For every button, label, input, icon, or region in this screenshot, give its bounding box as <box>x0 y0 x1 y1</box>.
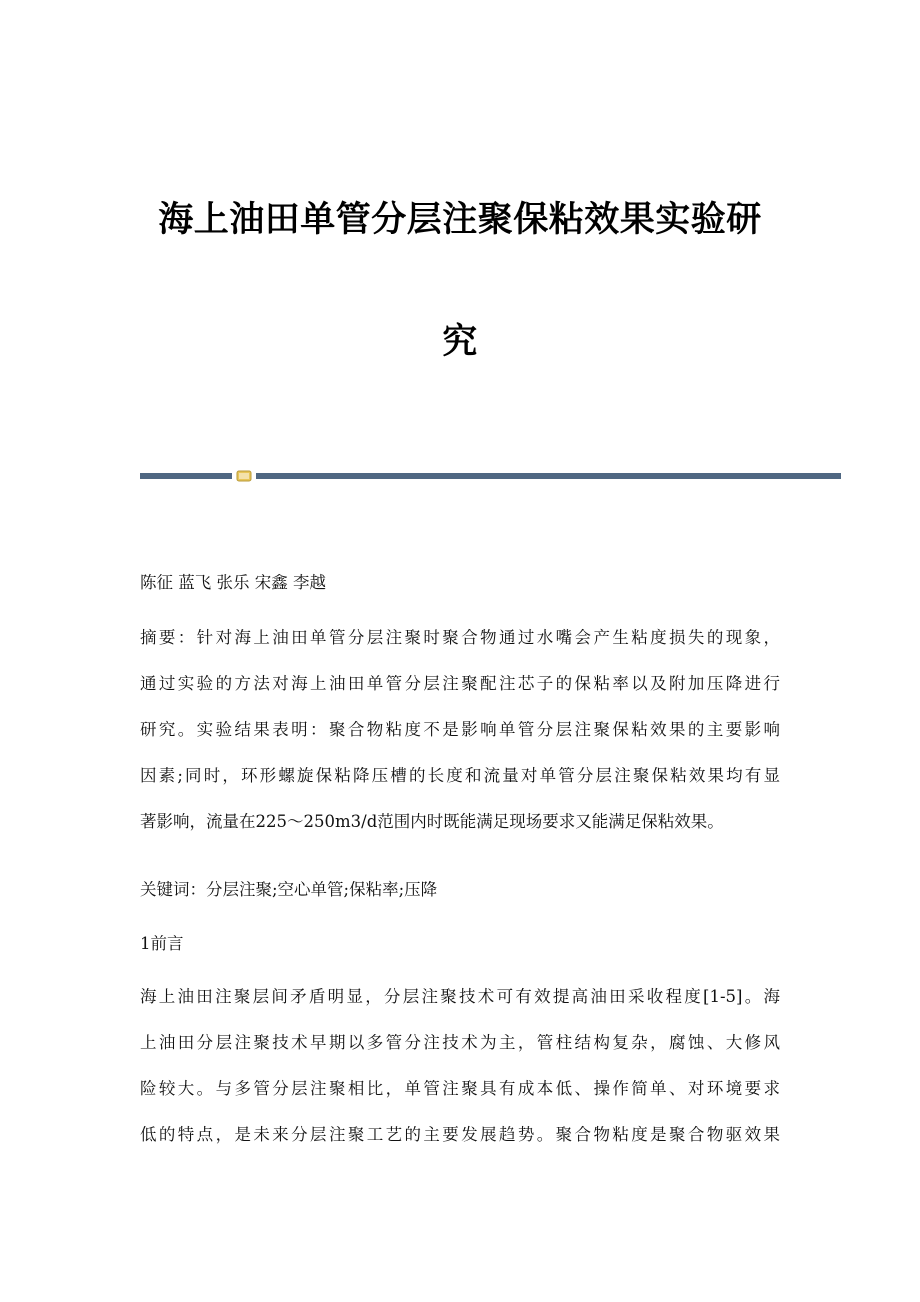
introduction-paragraph <box>140 985 780 1169</box>
abstract-line: 因素;同时，环形螺旋保粘降压槽的长度和流量对单管分层注聚保粘效果均有显 <box>140 766 780 785</box>
divider-ornament-icon <box>236 470 252 482</box>
intro-line: 上油田分层注聚技术早期以多管分注技术为主，管柱结构复杂，腐蚀、大修风 <box>140 1033 780 1052</box>
abstract-line: 摘要：针对海上油田单管分层注聚时聚合物通过水嘴会产生粘度损失的现象， <box>140 628 780 647</box>
keywords-line: 关键词：分层注聚;空心单管;保粘率;压降 <box>140 880 438 899</box>
intro-line: 海上油田注聚层间矛盾明显，分层注聚技术可有效提高油田采收程度[1-5]。海 <box>140 987 780 1006</box>
intro-line: 低的特点，是未来分层注聚工艺的主要发展趋势。聚合物粘度是聚合物驱效果 <box>140 1125 780 1144</box>
intro-line: 险较大。与多管分层注聚相比，单管注聚具有成本低、操作简单、对环境要求 <box>140 1079 780 1098</box>
document-title-line-2: 究 <box>442 322 478 362</box>
divider-bar-right <box>256 473 841 479</box>
abstract-line: 研究。实验结果表明：聚合物粘度不是影响单管分层注聚保粘效果的主要影响 <box>140 720 780 739</box>
section-heading-introduction: 1前言 <box>140 934 184 953</box>
document-title-line-1: 海上油田单管分层注聚保粘效果实验研 <box>158 200 762 240</box>
title-divider <box>140 470 841 482</box>
authors-line: 陈征 蓝飞 张乐 宋鑫 李越 <box>140 573 326 592</box>
divider-bar-left <box>140 473 232 479</box>
abstract-paragraph <box>140 626 780 856</box>
abstract-line: 通过实验的方法对海上油田单管分层注聚配注芯子的保粘率以及附加压降进行 <box>140 674 780 693</box>
abstract-line: 著影响，流量在225～250m3/d范围内时既能满足现场要求又能满足保粘效果。 <box>140 812 724 831</box>
